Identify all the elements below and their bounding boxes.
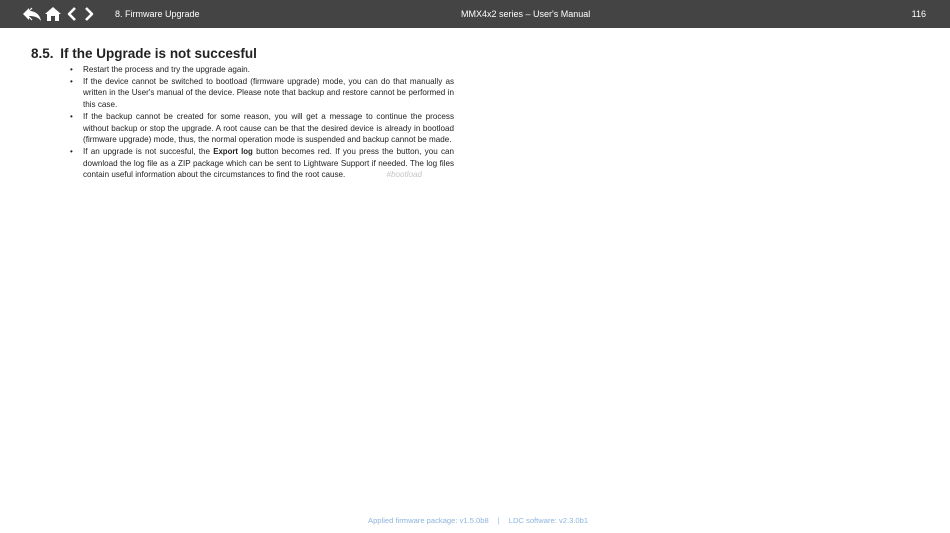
bullet-text: Restart the process and try the upgrade again. <box>83 65 250 74</box>
chevron-right-icon[interactable] <box>83 0 95 28</box>
home-icon[interactable] <box>44 0 62 28</box>
bullet-text: If the device cannot be switched to bootload (firmware upgrade) mode, you can do that manually as written in the User's manual of the device. Please note that backup and restore cannot be performed in this case. <box>83 76 454 110</box>
bullet-text-after: button becomes red. If you press the button, you can download the log file as a ZIP package which can be sent to Lightware Support if needed. The log files contain useful information about the circumstances to find the root cause. <box>83 146 454 180</box>
bootload-tag[interactable]: #bootload <box>386 170 422 180</box>
list-item <box>83 111 454 146</box>
ldc-software-version: LDC software: v2.3.0b1 <box>508 516 589 525</box>
section-heading <box>31 46 257 61</box>
document-title: MMX4x2 series – User's Manual <box>461 9 591 19</box>
bullet-list <box>83 64 454 181</box>
list-item <box>83 76 454 111</box>
top-navigation-bar <box>0 0 950 28</box>
list-item <box>83 64 454 76</box>
section-content <box>83 64 454 181</box>
firmware-package-version: Applied firmware package: v1.5.0b8 <box>368 516 489 525</box>
chevron-left-icon[interactable] <box>66 0 78 28</box>
page-number: 116 <box>911 9 926 19</box>
back-icon[interactable] <box>22 0 42 28</box>
list-item <box>83 146 454 181</box>
footer-separator: | <box>497 516 500 525</box>
section-breadcrumb[interactable]: 8. Firmware Upgrade <box>115 9 200 19</box>
bullet-text: If the backup cannot be created for some reason, you will get a message to continue the process without backup or stop the upgrade. A root cause can be that the desired device is already in bootload (firmware upgrade) mode, thus, the normal operation mode is suspended and backup cannot be made. <box>83 111 454 145</box>
bullet-text-before: If an upgrade is not succesful, the <box>83 146 211 156</box>
export-log-button-label: Export log <box>213 146 253 156</box>
section-number: 8.5. <box>31 46 54 61</box>
footer <box>368 516 588 525</box>
section-title: If the Upgrade is not succesful <box>60 46 257 61</box>
